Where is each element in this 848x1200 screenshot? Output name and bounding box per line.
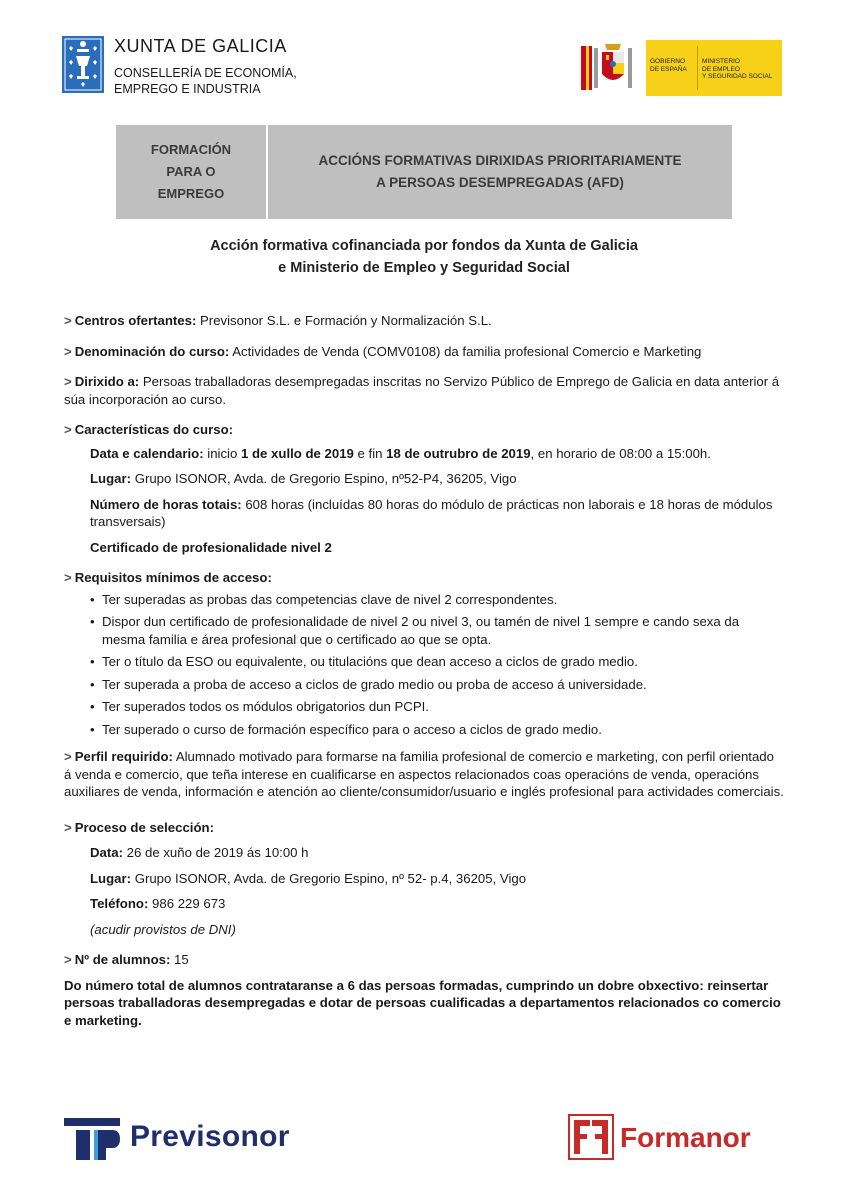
centros-value: Previsonor S.L. e Formación y Normalización S.L. [196,313,492,328]
list-item: • Ter superadas as probas das competencias clave de nivel 2 correspondentes. [90,591,784,609]
telefono-label: Teléfono: [90,896,149,911]
title-box [116,125,732,219]
lugar-value: Grupo ISONOR, Avda. de Gregorio Espino, nº52-P4, 36205, Vigo [131,471,517,486]
perfil-value: Alumnado motivado para formarse na familia profesional de comercio e marketing, con perfil orientado á venda e comercio, que teña interese en cualificarse en aspectos relacionados coas operacións de venda, operacións auxiliares de venda, información e atención ao cliente/consumidor/usuario e inglés profesional para actividades comerciais. [64,749,784,799]
proceso-data-value: 26 de xuño de 2019 ás 10:00 h [122,845,309,860]
gobierno-de-espana-text: GOBIERNO DE ESPAÑA [650,58,687,73]
list-item: • Ter superado o curso de formación específico para o acceso a ciclos de grado medio. [90,721,784,739]
horas-value: 608 horas (incluídas 80 horas do módulo de prácticas non laborais e 18 horas de módulos transversais) [90,496,773,529]
dirixido-label: Dirixido a: [74,374,140,389]
certificado-text: Certificado de profesionalidade nivel 2 [90,539,332,555]
proceso-lugar-value: Grupo ISONOR, Avda. de Gregorio Espino, nº 52- p.4, 36205, Vigo [131,870,527,886]
previsonor-name: Previsonor [130,1120,290,1153]
ministerio-text: MINISTERIO DE EMPLEO Y SEGURIDAD SOCIAL [702,58,773,80]
denominacion-label: Denominación do curso: [74,343,230,359]
perfil-requirido [64,748,784,801]
centros-ofertantes [64,312,784,330]
gobierno-divider [697,46,698,90]
numero-alumnos [64,951,784,969]
alumnos-label: Nº de alumnos: [74,952,171,967]
lugar-curso [64,470,784,488]
requisitos-label: Requisitos mínimos de acceso: [74,570,272,585]
proceso-data [64,844,784,862]
denominacion-value: Actividades de Venda (COMV0108) da familia profesional Comercio e Marketing [229,343,702,359]
data-mid: e fin [353,445,387,461]
arrow-icon: > [64,313,72,328]
gobierno-logo [578,40,782,96]
list-item: • Ter o título da ESO ou equivalente, ou titulacións que dean acceso a ciclos de grado medio. [90,653,784,671]
horas-label: Número de horas totais: [90,496,242,512]
list-item: • Dispor dun certificado de profesionalidade de nivel 2 ou nivel 3, ou tamén de nivel 1 sempre e cando sexa da mesma familia e área profesional que o certificado ao que se opta. [90,613,784,648]
arrow-icon: > [64,374,72,389]
requisitos-heading [64,569,784,587]
previsonor-logo [64,1114,334,1162]
caracteristicas-label: Características do curso: [74,422,234,437]
cofinanced-statement: Acción formativa cofinanciada por fondos da Xunta de Galicia e Ministerio de Empleo y Seguridad Social [210,238,638,276]
dirixido-value: Persoas traballadoras desempregadas inscritas no Servizo Público de Emprego de Galicia en data anterior á súa incorporación ao curso. [64,374,780,407]
dirixido-a [64,373,784,408]
spain-shield [578,40,646,96]
proceso-heading [64,819,784,837]
formanor-name: Formanor [620,1122,751,1153]
arrow-icon: > [64,819,72,835]
accions-formativas-title: ACCIÓNS FORMATIVAS DIRIXIDAS PRIORITARIAMENTE A PERSOAS DESEMPREGADAS (AFD) [318,153,682,190]
course-details [64,312,784,1042]
formanor-mark-icon [568,1114,614,1160]
telefono-value: 986 229 673 [148,896,226,911]
conselleria-line-2: EMPREGO E INDUSTRIA [114,82,261,96]
proceso-note: (acudir provistos de DNI) [90,921,236,937]
formanor-logo [568,1114,788,1162]
requisitos-list [64,591,784,739]
data-start: 1 de xullo de 2019 [241,445,354,461]
data-pre: inicio [203,445,241,461]
xunta-emblem-icon [62,36,104,93]
lugar-label: Lugar: [90,471,132,486]
denominacion-curso [64,343,784,361]
certificado [64,539,784,557]
xunta-name: XUNTA DE GALICIA [114,36,287,56]
arrow-icon: > [64,952,72,967]
numero-horas [64,496,784,531]
data-calendario [64,445,784,463]
xunta-logo [62,36,322,96]
formacion-para-o-emprego: FORMACIÓN PARA O EMPREGO [150,142,232,201]
list-item: • Ter superados todos os módulos obrigatorios dun PCPI. [90,698,784,716]
arrow-icon: > [64,570,72,585]
data-post: , en horario de 08:00 a 15:00h. [530,445,711,461]
data-calendario-label: Data e calendario: [90,445,204,461]
perfil-label: Perfil requirido: [74,749,173,764]
proceso-telefono [64,895,784,913]
final-statement: Do número total de alumnos contrataranse a 6 das persoas formadas, cumprindo un dobre obxectivo: reinsertar persoas traballadoras desempregadas e dotar de persoas cualificadas a departamentos relacionados co comercio e marketing. [64,977,781,1028]
caracteristicas-heading [64,421,784,439]
arrow-icon: > [64,749,72,764]
spain-coat-of-arms-icon [578,40,646,96]
data-end: 18 de outrubro de 2019 [386,445,531,461]
arrow-icon: > [64,343,72,359]
arrow-icon: > [64,422,72,437]
alumnos-value: 15 [170,952,189,967]
proceso-data-label: Data: [90,845,123,860]
proceso-lugar-label: Lugar: [90,870,132,886]
proceso-label: Proceso de selección: [74,819,214,835]
centros-label: Centros ofertantes: [74,313,197,328]
list-item: • Ter superada a proba de acceso a ciclos de grado medio ou proba de acceso á universidade. [90,676,784,694]
conselleria-line-1: CONSELLERÍA DE ECONOMÍA, [114,66,297,80]
previsonor-mark-icon [64,1116,120,1160]
proceso-lugar [64,870,784,888]
